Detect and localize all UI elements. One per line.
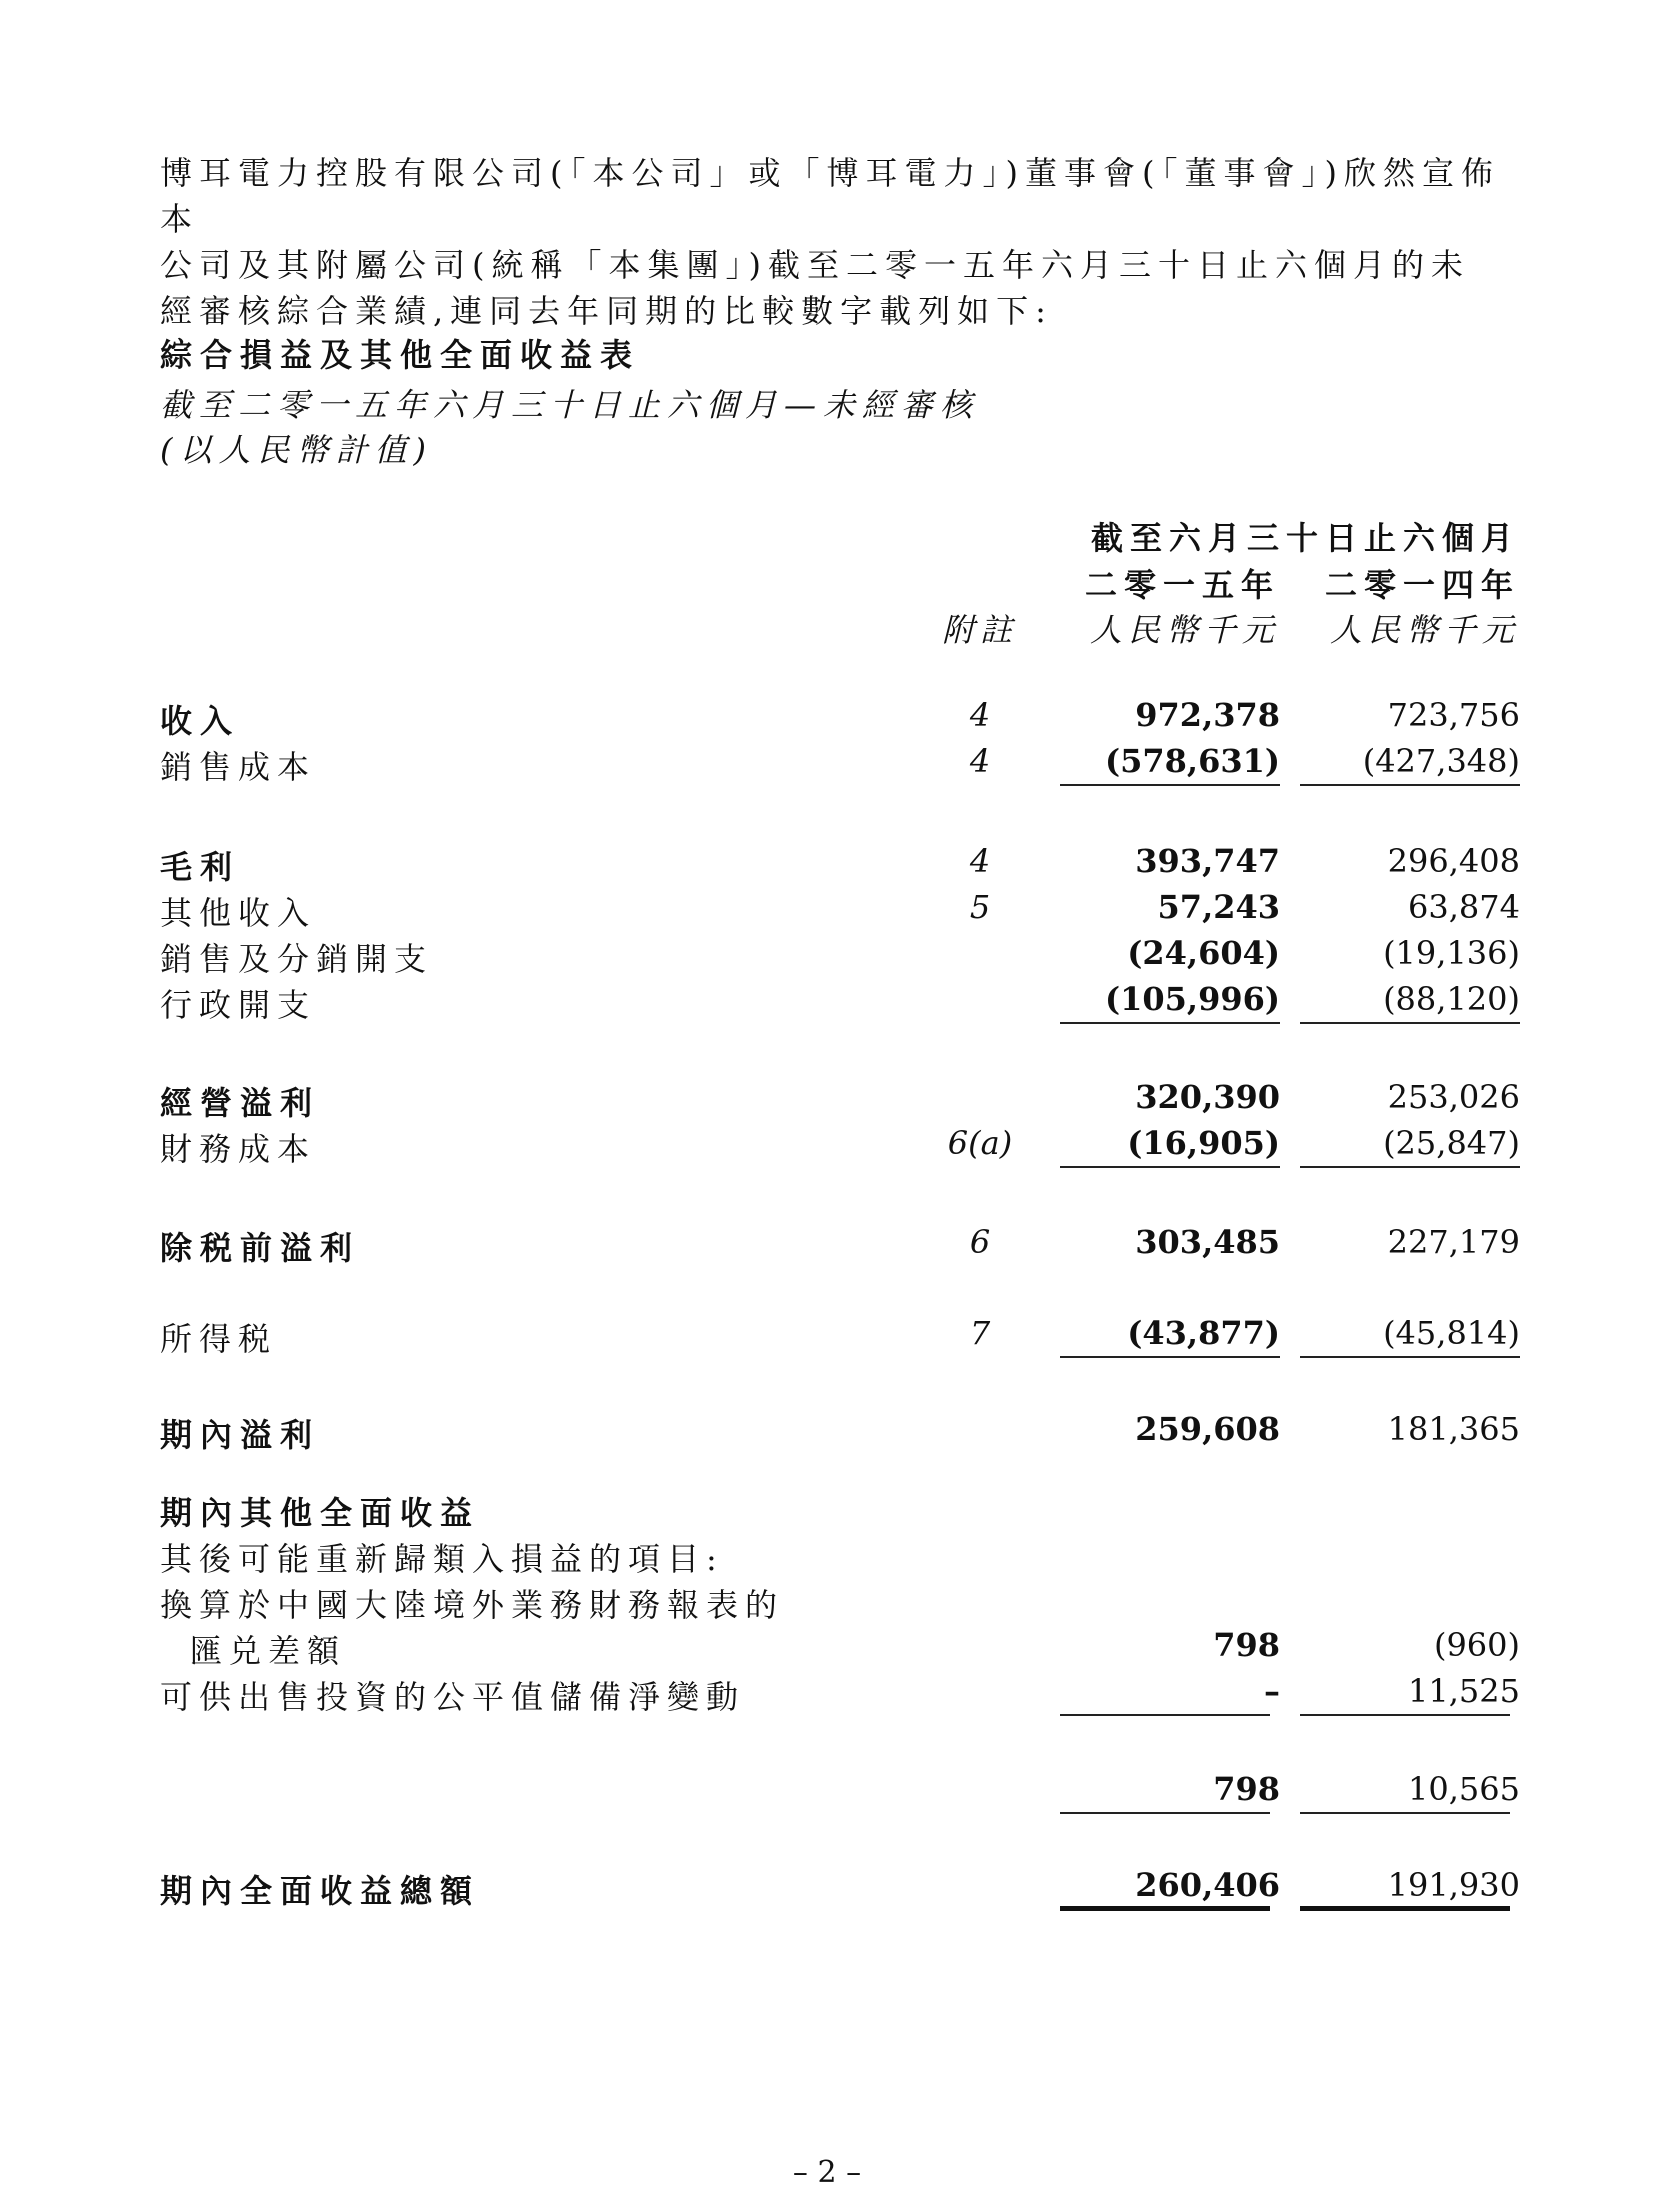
value-2015: (43,877) xyxy=(1127,1314,1280,1352)
row-label: 銷售成本 xyxy=(160,748,317,786)
value-2015: (24,604) xyxy=(1127,934,1280,972)
value-2014: 191,930 xyxy=(1387,1866,1520,1904)
currency-note: (以人民幣計值) xyxy=(160,431,433,469)
value-2015: 798 xyxy=(1213,1770,1280,1808)
underline xyxy=(1300,1812,1510,1814)
value-2015: (105,996) xyxy=(1104,980,1280,1018)
value-2015: 303,485 xyxy=(1135,1223,1280,1261)
value-2015: 320,390 xyxy=(1135,1078,1280,1116)
statement-subtitle: 截至二零一五年六月三十日止六個月—未經審核 xyxy=(160,386,980,424)
table-row xyxy=(0,1534,1654,1580)
table-row xyxy=(0,1672,1654,1718)
row-label: 期內其他全面收益 xyxy=(160,1494,481,1532)
note-header: 附註 xyxy=(941,611,1018,649)
row-label: 期內溢利 xyxy=(160,1416,321,1454)
table-row xyxy=(0,1124,1654,1170)
underline xyxy=(1060,1714,1270,1716)
row-note: 6 xyxy=(969,1223,991,1261)
row-note: 4 xyxy=(969,696,991,734)
intro-line: 公司及其附屬公司(統稱「本集團」)截至二零一五年六月三十日止六個月的未 xyxy=(160,246,1470,284)
year-2015-header: 二零一五年 xyxy=(1084,566,1280,604)
value-2014: 181,365 xyxy=(1387,1410,1520,1448)
row-label: 其後可能重新歸類入損益的項目: xyxy=(160,1540,724,1578)
table-row xyxy=(0,934,1654,980)
row-label: 毛利 xyxy=(160,848,241,886)
intro-line: 博耳電力控股有限公司(「本公司」或「博耳電力」)董事會(「董事會」)欣然宣佈本 xyxy=(160,154,1500,238)
year-2014-header: 二零一四年 xyxy=(1324,566,1520,604)
period-header: 截至六月三十日止六個月 xyxy=(1090,519,1520,557)
value-2015: 393,747 xyxy=(1135,842,1280,880)
value-2014: (960) xyxy=(1433,1626,1520,1664)
table-row xyxy=(0,842,1654,888)
value-2015: 260,406 xyxy=(1135,1866,1280,1904)
table-row xyxy=(0,1580,1654,1626)
intro-line: 經審核綜合業績,連同去年同期的比較數字載列如下: xyxy=(160,292,1053,330)
row-note: 4 xyxy=(969,742,991,780)
underline xyxy=(1060,1812,1270,1814)
table-row xyxy=(0,1223,1654,1269)
row-label: 期內全面收益總額 xyxy=(160,1872,481,1910)
table-row xyxy=(0,1626,1654,1672)
table-row xyxy=(0,1314,1654,1360)
row-label: 換算於中國大陸境外業務財務報表的 xyxy=(160,1586,785,1624)
table-row xyxy=(0,696,1654,742)
value-2015: (16,905) xyxy=(1127,1124,1280,1162)
value-2014: (427,348) xyxy=(1362,742,1520,780)
table-row xyxy=(0,1770,1654,1816)
row-label: 收入 xyxy=(160,702,241,740)
unit-2014-header: 人民幣千元 xyxy=(1329,611,1520,649)
row-label: 所得税 xyxy=(160,1320,278,1358)
underline xyxy=(1300,1714,1510,1716)
statement-title: 綜合損益及其他全面收益表 xyxy=(160,336,641,374)
value-2014: (25,847) xyxy=(1383,1124,1520,1162)
page-number: – 2 – xyxy=(792,2155,862,2190)
underline xyxy=(1060,784,1280,786)
table-row xyxy=(0,1488,1654,1534)
row-label: 銷售及分銷開支 xyxy=(160,940,434,978)
table-row xyxy=(0,1410,1654,1456)
underline xyxy=(1060,1022,1280,1024)
row-label: 經營溢利 xyxy=(160,1084,321,1122)
double-underline xyxy=(1060,1906,1270,1911)
row-label: 財務成本 xyxy=(160,1130,317,1168)
value-2014: (88,120) xyxy=(1383,980,1520,1018)
value-2014: 10,565 xyxy=(1408,1770,1520,1808)
table-row xyxy=(0,980,1654,1026)
row-note: 6(a) xyxy=(947,1124,1013,1162)
underline xyxy=(1300,784,1520,786)
value-2014: 63,874 xyxy=(1408,888,1520,926)
row-label: 匯兑差額 xyxy=(190,1632,347,1670)
underline xyxy=(1060,1356,1280,1358)
value-2015: 972,378 xyxy=(1135,696,1280,734)
row-label: 除税前溢利 xyxy=(160,1229,361,1267)
value-2015: 259,608 xyxy=(1135,1410,1280,1448)
value-2014: 227,179 xyxy=(1387,1223,1520,1261)
table-row xyxy=(0,888,1654,934)
value-2014: 11,525 xyxy=(1408,1672,1520,1710)
row-note: 5 xyxy=(969,888,991,926)
row-note: 7 xyxy=(969,1314,991,1352)
underline xyxy=(1060,1166,1280,1168)
value-2014: (45,814) xyxy=(1383,1314,1520,1352)
row-label: 行政開支 xyxy=(160,986,317,1024)
table-row xyxy=(0,1078,1654,1124)
value-2015: 57,243 xyxy=(1157,888,1280,926)
row-note: 4 xyxy=(969,842,991,880)
underline xyxy=(1300,1022,1520,1024)
intro-paragraph xyxy=(160,150,1520,334)
underline xyxy=(1300,1166,1520,1168)
unit-2015-header: 人民幣千元 xyxy=(1089,611,1280,649)
value-2015: (578,631) xyxy=(1104,742,1280,780)
value-2015: 798 xyxy=(1213,1626,1280,1664)
underline xyxy=(1300,1356,1520,1358)
row-label: 其他收入 xyxy=(160,894,317,932)
value-2014: 253,026 xyxy=(1387,1078,1520,1116)
value-2014: (19,136) xyxy=(1383,934,1520,972)
value-2015: – xyxy=(1264,1672,1280,1710)
row-label: 可供出售投資的公平值儲備淨變動 xyxy=(160,1678,746,1716)
value-2014: 723,756 xyxy=(1387,696,1520,734)
value-2014: 296,408 xyxy=(1387,842,1520,880)
table-row xyxy=(0,742,1654,788)
double-underline xyxy=(1300,1906,1510,1911)
